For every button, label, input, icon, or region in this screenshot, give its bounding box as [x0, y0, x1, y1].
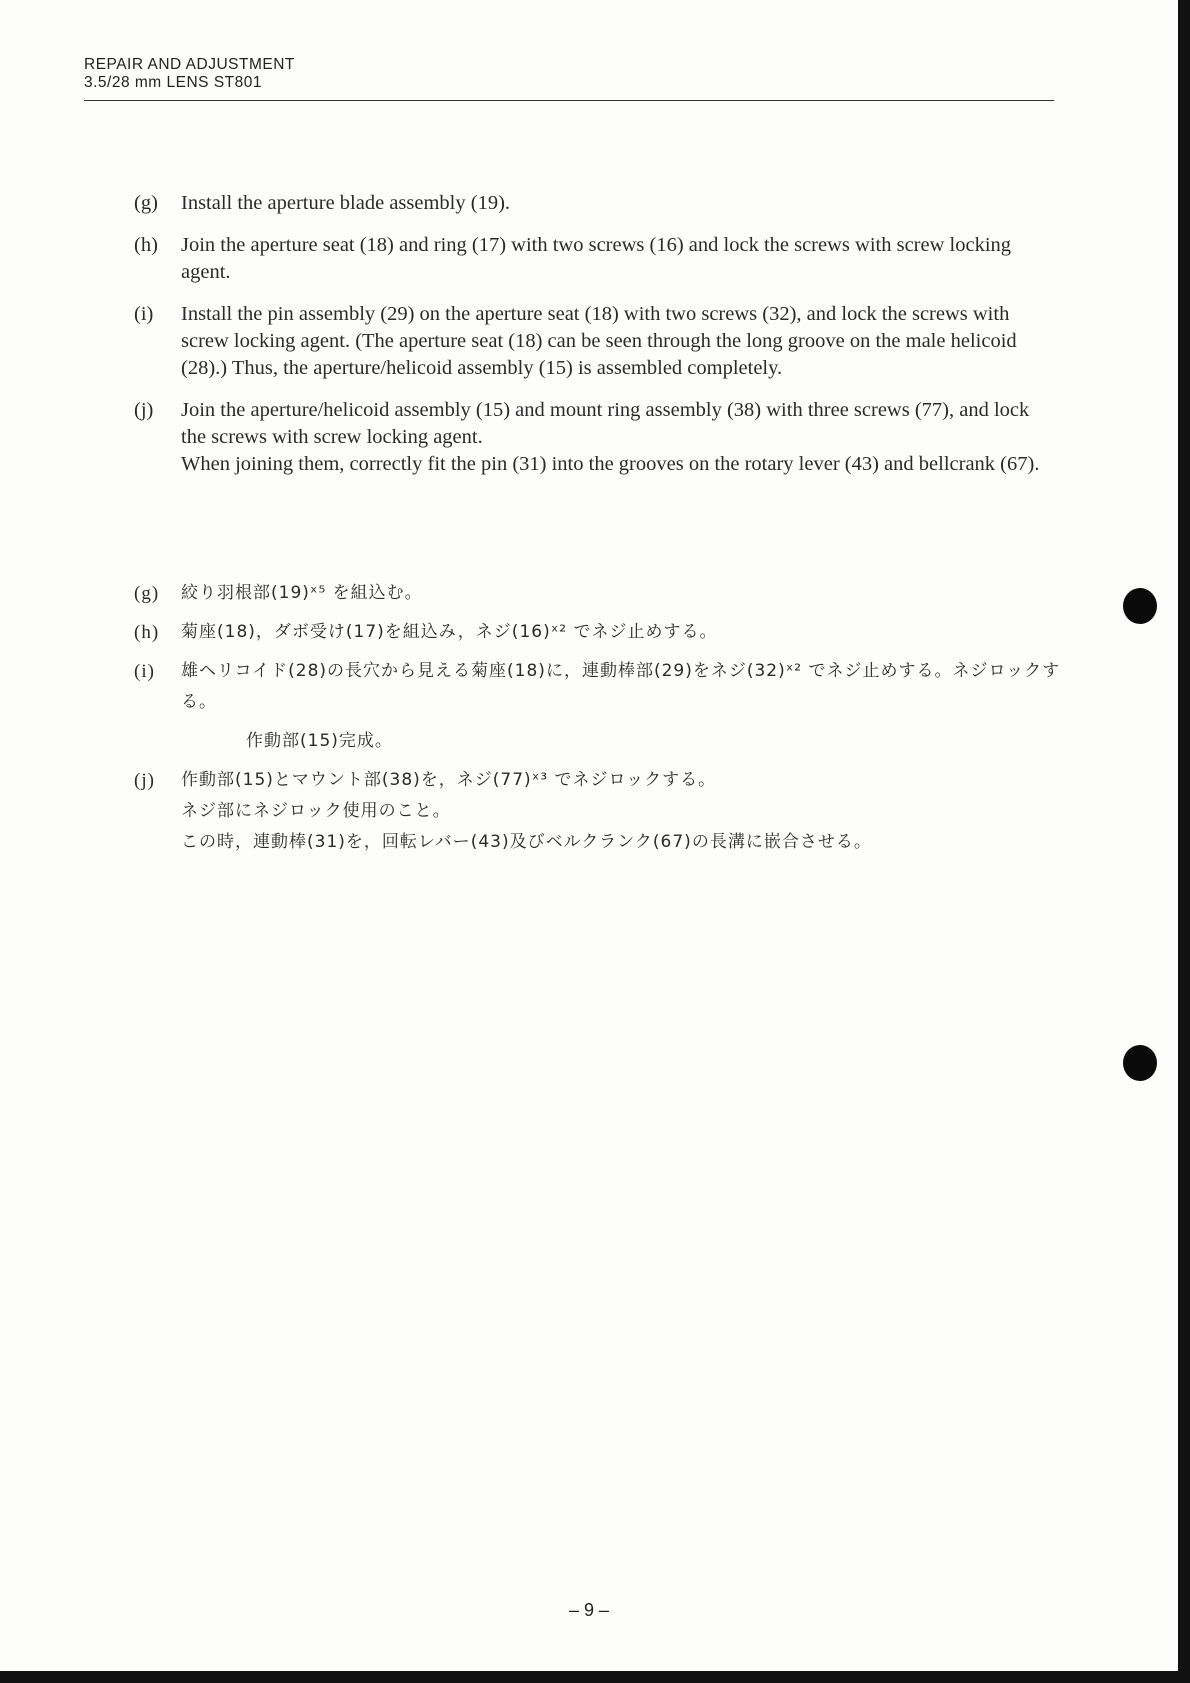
step-marker: (g): [134, 192, 158, 214]
japanese-step: [0, 656, 1178, 718]
step-marker: (j): [134, 399, 154, 421]
step-text: ネジ部にネジロック使用のこと。: [181, 801, 451, 821]
scan-edge-bottom: [0, 1671, 1190, 1683]
binder-hole: [1123, 588, 1157, 624]
document-header: [84, 56, 295, 92]
step-marker: (i): [134, 303, 154, 325]
step-text: Install the pin assembly (29) on the aperture seat (18) with two screws (32), and lock the screws with screw locking agent. (The aperture seat (18) can be seen through the long groove on the male helicoid (28).) Thus, the aperture/helicoid assembly (15) is assembled completely.: [181, 303, 1017, 379]
step-text: 絞り羽根部(19)ˣ⁵ を組込む。: [181, 583, 423, 603]
english-step: [0, 301, 1178, 382]
english-step: [0, 232, 1178, 286]
step-text: Install the aperture blade assembly (19).: [181, 192, 511, 214]
step-text: 作動部(15)とマウント部(38)を，ネジ(77)ˣ³ でネジロックする。: [181, 770, 717, 790]
step-text: When joining them, correctly fit the pin (31) into the grooves on the rotary lever (43) and bellcrank (67).: [181, 453, 1040, 475]
step-marker: (g): [134, 583, 160, 604]
scan-edge-right: [1178, 0, 1190, 1683]
japanese-step: [0, 765, 1178, 858]
step-marker: (h): [134, 234, 158, 256]
step-text: Join the aperture seat (18) and ring (17) with two screws (16) and lock the screws with screw locking agent.: [181, 234, 1012, 283]
english-step: [0, 397, 1178, 478]
page-number: – 9 –: [568, 1600, 610, 1620]
english-step: [0, 190, 1178, 217]
header-subtitle: 3.5/28 mm LENS ST801: [84, 74, 262, 91]
header-title: REPAIR AND ADJUSTMENT: [84, 56, 295, 73]
english-instructions: [0, 190, 1178, 493]
japanese-step: [0, 726, 1178, 757]
header-divider: [84, 100, 1054, 101]
japanese-instructions: [0, 578, 1178, 866]
step-marker: (i): [134, 661, 155, 682]
step-text: Join the aperture/helicoid assembly (15) and mount ring assembly (38) with three screws (77), and lock the screws with screw locking agent.: [181, 399, 1030, 448]
step-marker: (h): [134, 622, 160, 643]
binder-hole: [1123, 1045, 1157, 1081]
japanese-step: [0, 578, 1178, 609]
step-text: この時，連動棒(31)を，回転レバー(43)及びベルクランク(67)の長溝に嵌合させる。: [181, 832, 872, 852]
step-text: 雄ヘリコイド(28)の長穴から見える菊座(18)に，連動棒部(29)をネジ(32)ˣ² でネジ止めする。ネジロックする。: [181, 661, 1061, 712]
step-text: 作動部(15)完成。: [246, 731, 393, 751]
step-marker: (j): [134, 770, 155, 791]
japanese-step: [0, 617, 1178, 648]
step-text: 菊座(18)，ダボ受け(17)を組込み，ネジ(16)ˣ² でネジ止めする。: [181, 622, 718, 642]
